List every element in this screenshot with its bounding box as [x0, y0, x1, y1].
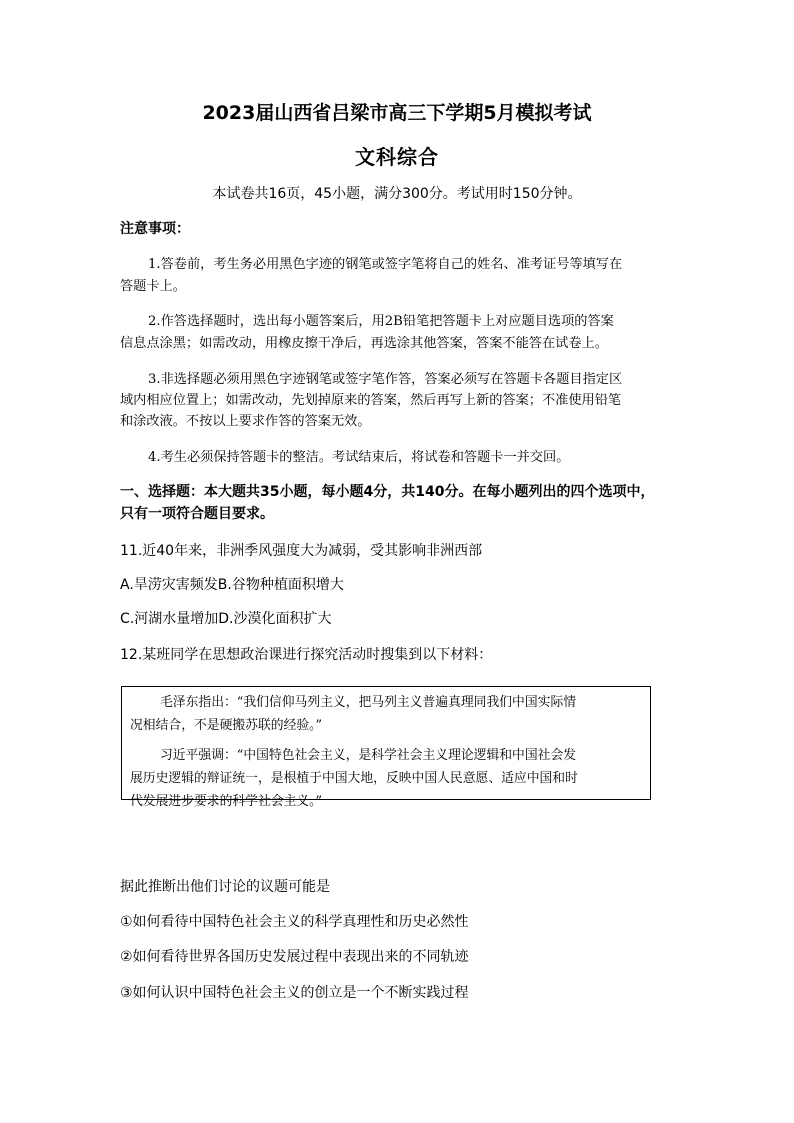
question-11-options-ab: A.旱涝灾害频发B.谷物种植面积增大 [120, 577, 344, 593]
question-12-choice-2: ②如何看待世界各国历史发展过程中表现出来的不同轨迹 [120, 949, 469, 965]
question-12-stem: 12.某班同学在思想政治课进行探究活动时搜集到以下材料： [120, 647, 493, 663]
notice-item-3-line-3: 和涂改液。不按以上要求作答的答案无效。 [120, 414, 371, 429]
notice-item-2-line-1: 2.作答选择题时，选出每小题答案后，用2B铅笔把答题卡上对应题目选项的答案 [148, 314, 614, 329]
notice-item-4-line-1: 4.考生必须保持答题卡的整洁。考试结束后，将试卷和答题卡一并交回。 [148, 450, 570, 465]
section-heading-line-1: 一、选择题：本大题共35小题，每小题4分，共140分。在每小题列出的四个选项中， [120, 484, 655, 500]
exam-intro: 本试卷共16页，45小题，满分300分。考试用时150分钟。 [212, 186, 582, 202]
notice-item-3-line-2: 域内相应位置上；如需改动，先划掉原来的答案，然后再写上新的答案；不准使用铅笔 [120, 393, 622, 408]
question-12-choice-1: ①如何看待中国特色社会主义的科学真理性和历史必然性 [120, 914, 469, 930]
question-12-choice-3: ③如何认识中国特色社会主义的创立是一个不断实践过程 [120, 985, 469, 1001]
notice-item-2-line-2: 信息点涂黑；如需改动，用橡皮擦干净后，再选涂其他答案，答案不能答在试卷上。 [120, 336, 608, 351]
material-box [121, 686, 651, 809]
notice-item-1-line-1: 1.答卷前，考生务必用黑色字迹的钢笔或签字笔将自己的姓名、准考证号等填写在 [148, 257, 623, 272]
question-11-options-cd: C.河湖水量增加D.沙漠化面积扩大 [120, 611, 332, 627]
exam-title: 2023届山西省吕梁市高三下学期5月模拟考试 [202, 102, 592, 124]
notice-item-1-line-2: 答题卡上。 [120, 279, 186, 294]
material-p2-line-1: 习近平强调：“中国特色社会主义，是科学社会主义理论逻辑和中国社会发 [160, 748, 577, 763]
material-p1-line-1: 毛泽东指出：“我们信仰马列主义，把马列主义普遍真理同我们中国实际情 [160, 695, 577, 710]
material-p1-line-2: 况相结合，不是硬搬苏联的经验。” [130, 718, 323, 733]
question-12-prompt: 据此推断出他们讨论的议题可能是 [120, 879, 330, 895]
material-p2-line-2: 展历史逻辑的辩证统一，是根植于中国大地，反映中国人民意愿、适应中国和时 [130, 771, 578, 786]
notice-heading: 注意事项： [120, 221, 190, 237]
question-11-stem: 11.近40年来，非洲季风强度大为减弱，受其影响非洲西部 [120, 543, 483, 559]
material-p2-line-3: 代发展进步要求的科学社会主义。” [130, 794, 323, 809]
notice-item-3-line-1: 3.非选择题必须用黑色字迹钢笔或签字笔作答，答案必须写在答题卡各题目指定区 [148, 372, 623, 387]
exam-subtitle: 文科综合 [355, 145, 439, 169]
section-heading-line-2: 只有一项符合题目要求。 [120, 506, 274, 522]
